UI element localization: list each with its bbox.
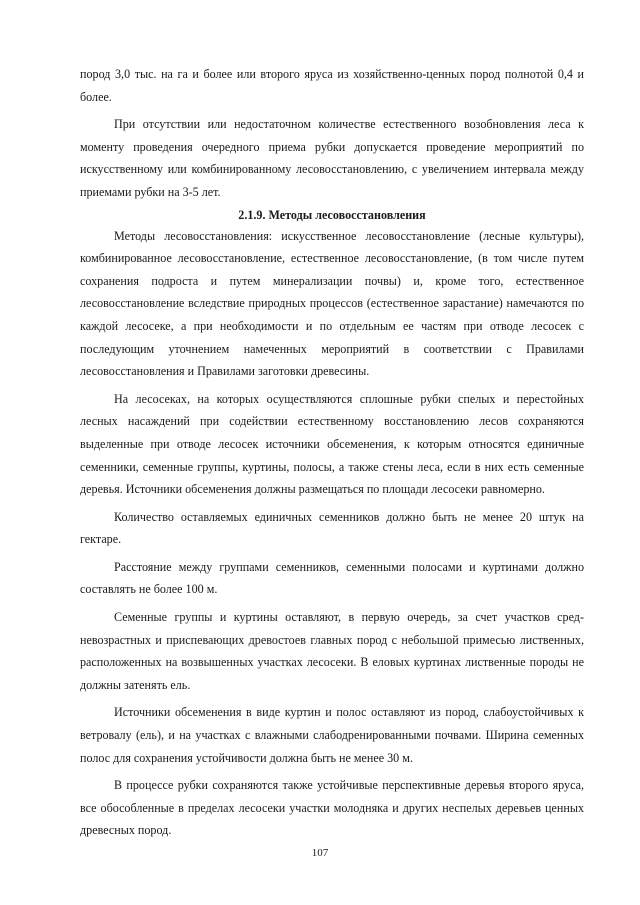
paragraph-sources: Источники обсеменения в виде куртин и полос оставляют из пород, слабоустойчивых к ветровалу (ель), и на участках с влажными слабодренированными почвами. Ширина семенных полос для сохранения устойчивости должна быть не менее 30 м. [80, 705, 584, 765]
page-number: 107 [311, 847, 329, 859]
paragraph-distance: Расстояние между группами семенников, семенными полосами и куртинами должно составлять не более 100 м. [80, 559, 584, 597]
paragraph-clearcut: На лесосеках, на которых осуществляются сплошные рубки спелых и перестойных лесных насаждений при содействии естественному восстановлению лесов сохраняются выделенные при отводе лесосек источники обсеменения, к которым относятся единичные семенники, семенные группы, куртины, полосы, а также стены леса, если в них есть семенные деревья. Источники обсеменения должны размещаться по площади лесосеки равномерно. [80, 391, 584, 497]
paragraph-retained: В процессе рубки сохраняются также устойчивые перспективные деревья второго яруса, все обособленные в пределах лесосеки участки молодняка и других неспелых деревьев ценных древесных пород. [80, 778, 584, 838]
paragraph-methods: Методы лесовосстановления: искусственное лесовосстановление (лесные культуры), комбинированное лесовосстановление, естественное лесовосстановление, (в том числе путем сохранения подроста и путем минерализации почвы) и, кроме того, естественное лесовосстановление вследствие природных процессов (естественное зарастание) намечаются по каждой лесосеке, а при необходимости и по отдельным ее частям при отводе лесосек с последующим уточнением намеченных мероприятий в соответствии с Правилами лесовосстановления и Правилами заготовки древесины. [80, 228, 584, 379]
section-heading: 2.1.9. Методы лесовосстановления [238, 207, 426, 222]
paragraph-count: Количество оставляемых единичных семенников должно быть не менее 20 штук на гектаре. [80, 509, 584, 547]
page-body [80, 63, 584, 842]
intro-paragraph: пород 3,0 тыс. на га и более или второго яруса из хозяйственно-ценных пород полнотой 0,4 и более. [80, 67, 584, 104]
paragraph-groups: Семенные группы и куртины оставляют, в первую очередь, за счет участков средневозрастных и приспевающих древостоев главных пород с небольшой примесью лиственных, расположенных на возвышенных участках лесосеки. В еловых куртинах лиственные породы не должны затенять ель. [80, 610, 584, 692]
paragraph-shortage: При отсутствии или недостаточном количестве естественного возобновления леса к моменту проведения очередного приема рубки допускается проведение мероприятий по искусственному или комбинированному лесовосстановлению, с увеличением интервала между приемами рубки на 3-5 лет. [80, 117, 584, 199]
